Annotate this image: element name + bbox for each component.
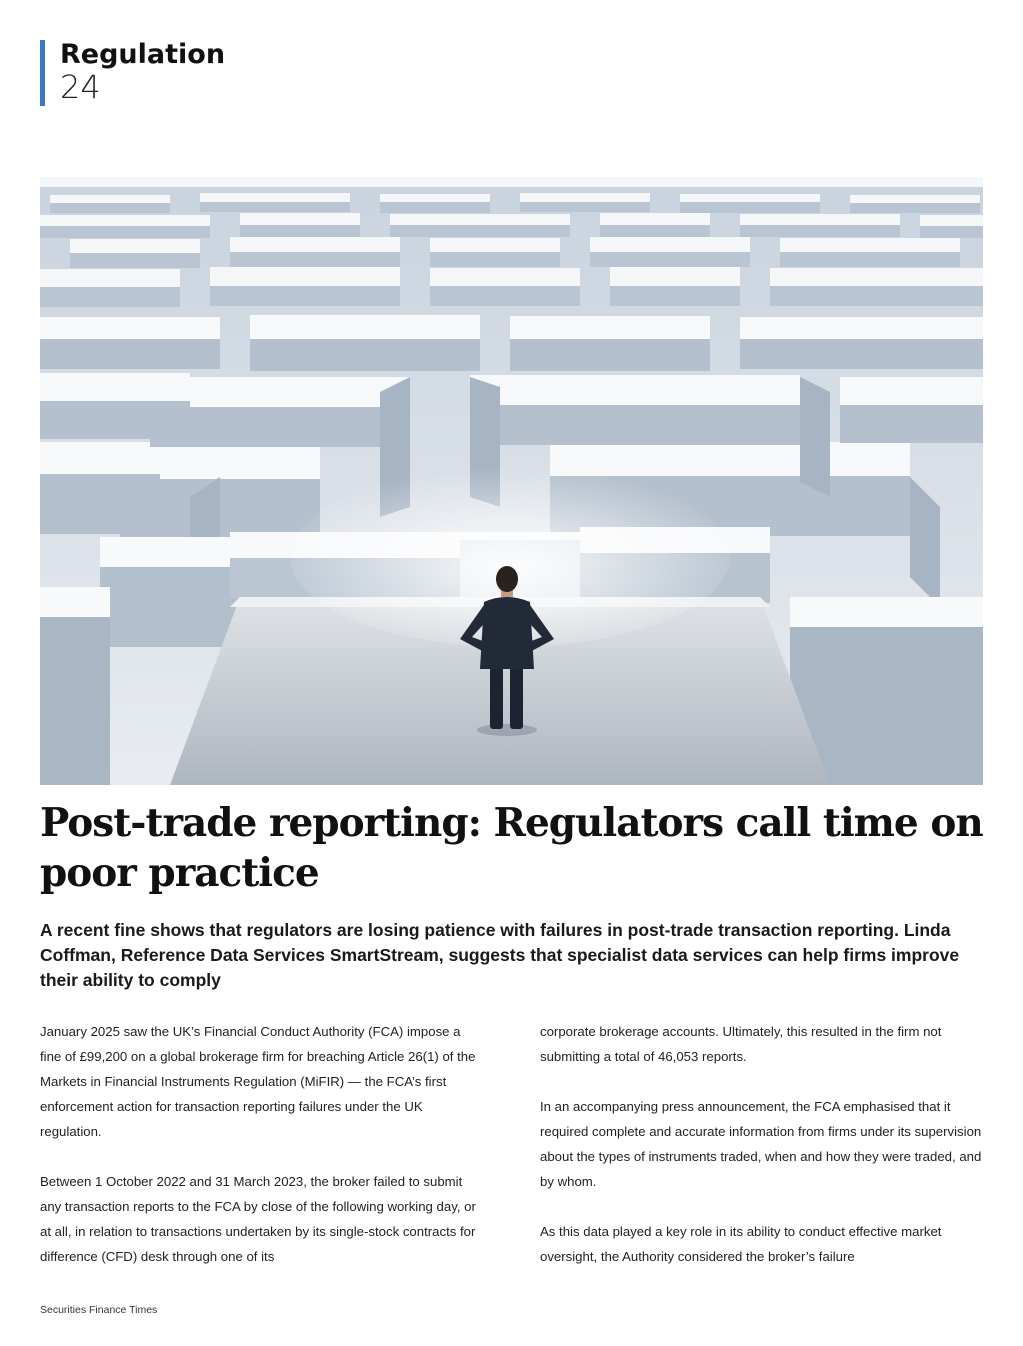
footer-publication: Securities Finance Times [40, 1304, 158, 1316]
body-paragraph: Between 1 October 2022 and 31 March 2023, the broker failed to submit any transaction reports to the FCA by close of the following working day, or at all, in relation to transactions undertaken by its single-stock contracts for difference (CFD) desk through one of its [40, 1174, 476, 1264]
section-header [40, 40, 225, 106]
section-title: Regulation [60, 39, 226, 70]
body-paragraph: As this data played a key role in its ability to conduct effective market oversight, the Authority considered the broker’s failure [540, 1224, 942, 1264]
article-headline: Post-trade reporting: Regulators call time on poor practice [40, 800, 983, 896]
article-column-right [540, 1019, 985, 1294]
body-paragraph: January 2025 saw the UK’s Financial Conduct Authority (FCA) impose a fine of £99,200 on a global brokerage firm for breaching Article 26(1) of the Markets in Financial Instruments Regulation (MiFIR) — the FCA’s first enforcement action for transaction reporting failures under the UK regulation. [40, 1024, 476, 1139]
article-standfirst: A recent fine shows that regulators are losing patience with failures in post-trade transaction reporting. Linda Coffman, Reference Data Services SmartStream, suggests that specialist data services can help firms improve their ability to comply [40, 920, 960, 990]
article-column-left [40, 1019, 485, 1294]
maze-businessman-photo [40, 177, 983, 785]
body-paragraph: In an accompanying press announcement, the FCA emphasised that it required complete and accurate information from firms under its supervision about the types of instruments traded, when and how they were traded, and by whom. [540, 1099, 982, 1189]
page-number: 24 [60, 68, 101, 106]
body-paragraph: corporate brokerage accounts. Ultimately, this resulted in the firm not submitting a total of 46,053 reports. [540, 1024, 942, 1064]
